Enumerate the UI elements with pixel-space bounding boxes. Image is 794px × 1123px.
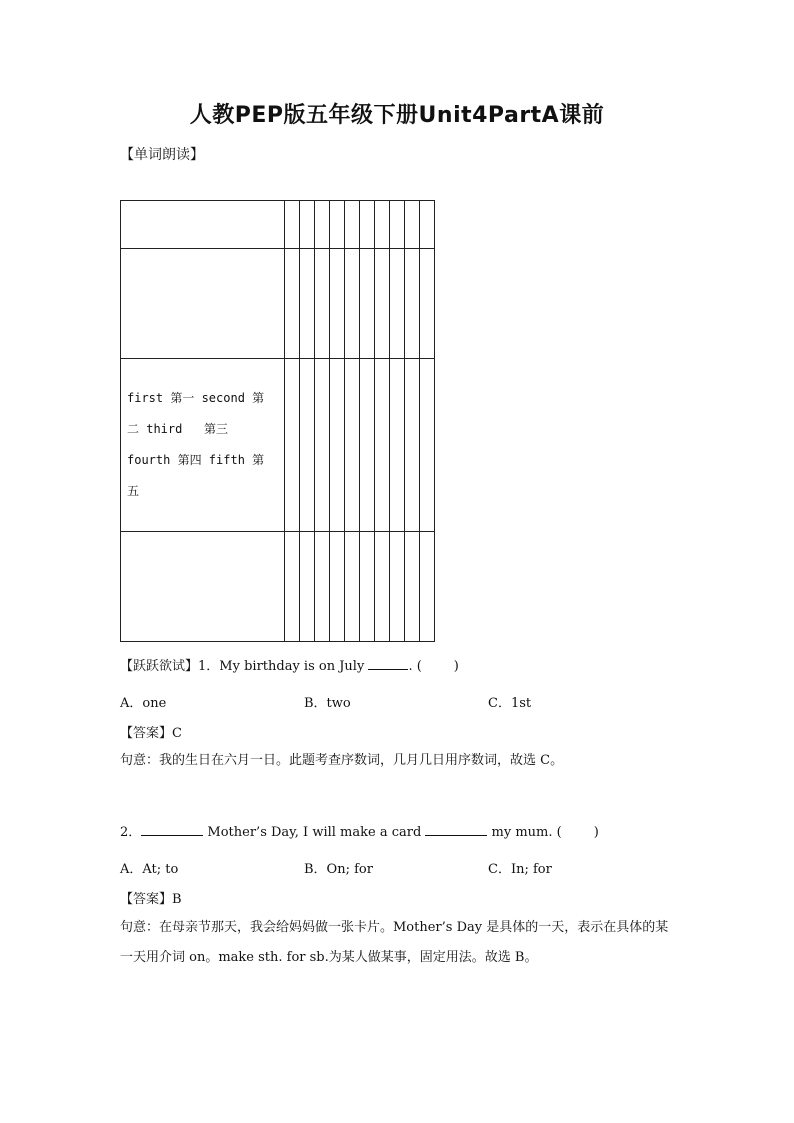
- table-row: [121, 249, 435, 359]
- question-paren: ): [593, 825, 599, 840]
- question-number: 2．: [120, 825, 142, 840]
- question-1: [120, 655, 459, 674]
- answer-blank: [368, 657, 408, 670]
- answer-label: 【答案】B: [120, 892, 182, 907]
- vocab-words-cell: [121, 359, 285, 532]
- question-2: [120, 821, 599, 840]
- answer-blank: [425, 823, 487, 836]
- vocab-word-line: first 第一 second 第: [127, 391, 265, 405]
- explanation: 句意：我的生日在六月一日。此题考查序数词，几月几日用序数词，故选 C。: [120, 753, 564, 768]
- table-row: [121, 359, 435, 532]
- question-paren: ): [453, 659, 459, 674]
- option-a: A．At; to: [120, 862, 179, 877]
- vocab-word-line: fourth 第四 fifth 第: [127, 453, 265, 467]
- question-text: my mum. (: [487, 825, 562, 840]
- question-text: Mother’s Day, I will make a card: [203, 825, 426, 840]
- question-number: 1．: [198, 659, 220, 674]
- explanation: 句意：在母亲节那天，我会给妈妈做一张卡片。Mother’s Day 是具体的一天，表示在具体的某一天用介词 on。make sth. for sb.为某人做某事，固定用法。故选 B。: [120, 920, 669, 965]
- answer-blank: [141, 823, 203, 836]
- option-b: B．On; for: [304, 862, 373, 877]
- option-c: C．In; for: [488, 862, 552, 877]
- page-title: 人教PEP版五年级下册Unit4PartA课前: [189, 103, 605, 128]
- option-b: B．two: [304, 696, 351, 711]
- table-row: [121, 201, 435, 249]
- vocab-word-line: 五: [127, 484, 140, 498]
- vocab-word-line: 二 third 第三: [127, 422, 229, 436]
- question-text: My birthday is on July: [219, 659, 369, 674]
- table-cell: [121, 249, 285, 359]
- section-heading: 【单词朗读】: [120, 147, 204, 163]
- option-a: A．one: [120, 696, 167, 711]
- table-row: [121, 532, 435, 642]
- question-tag: 【跃跃欲试】: [120, 659, 199, 674]
- answer-label: 【答案】C: [120, 726, 182, 741]
- vocab-table: [120, 200, 435, 642]
- question-text: . (: [408, 659, 422, 674]
- table-cell: [121, 201, 285, 249]
- table-cell: [121, 532, 285, 642]
- option-c: C．1st: [488, 696, 532, 711]
